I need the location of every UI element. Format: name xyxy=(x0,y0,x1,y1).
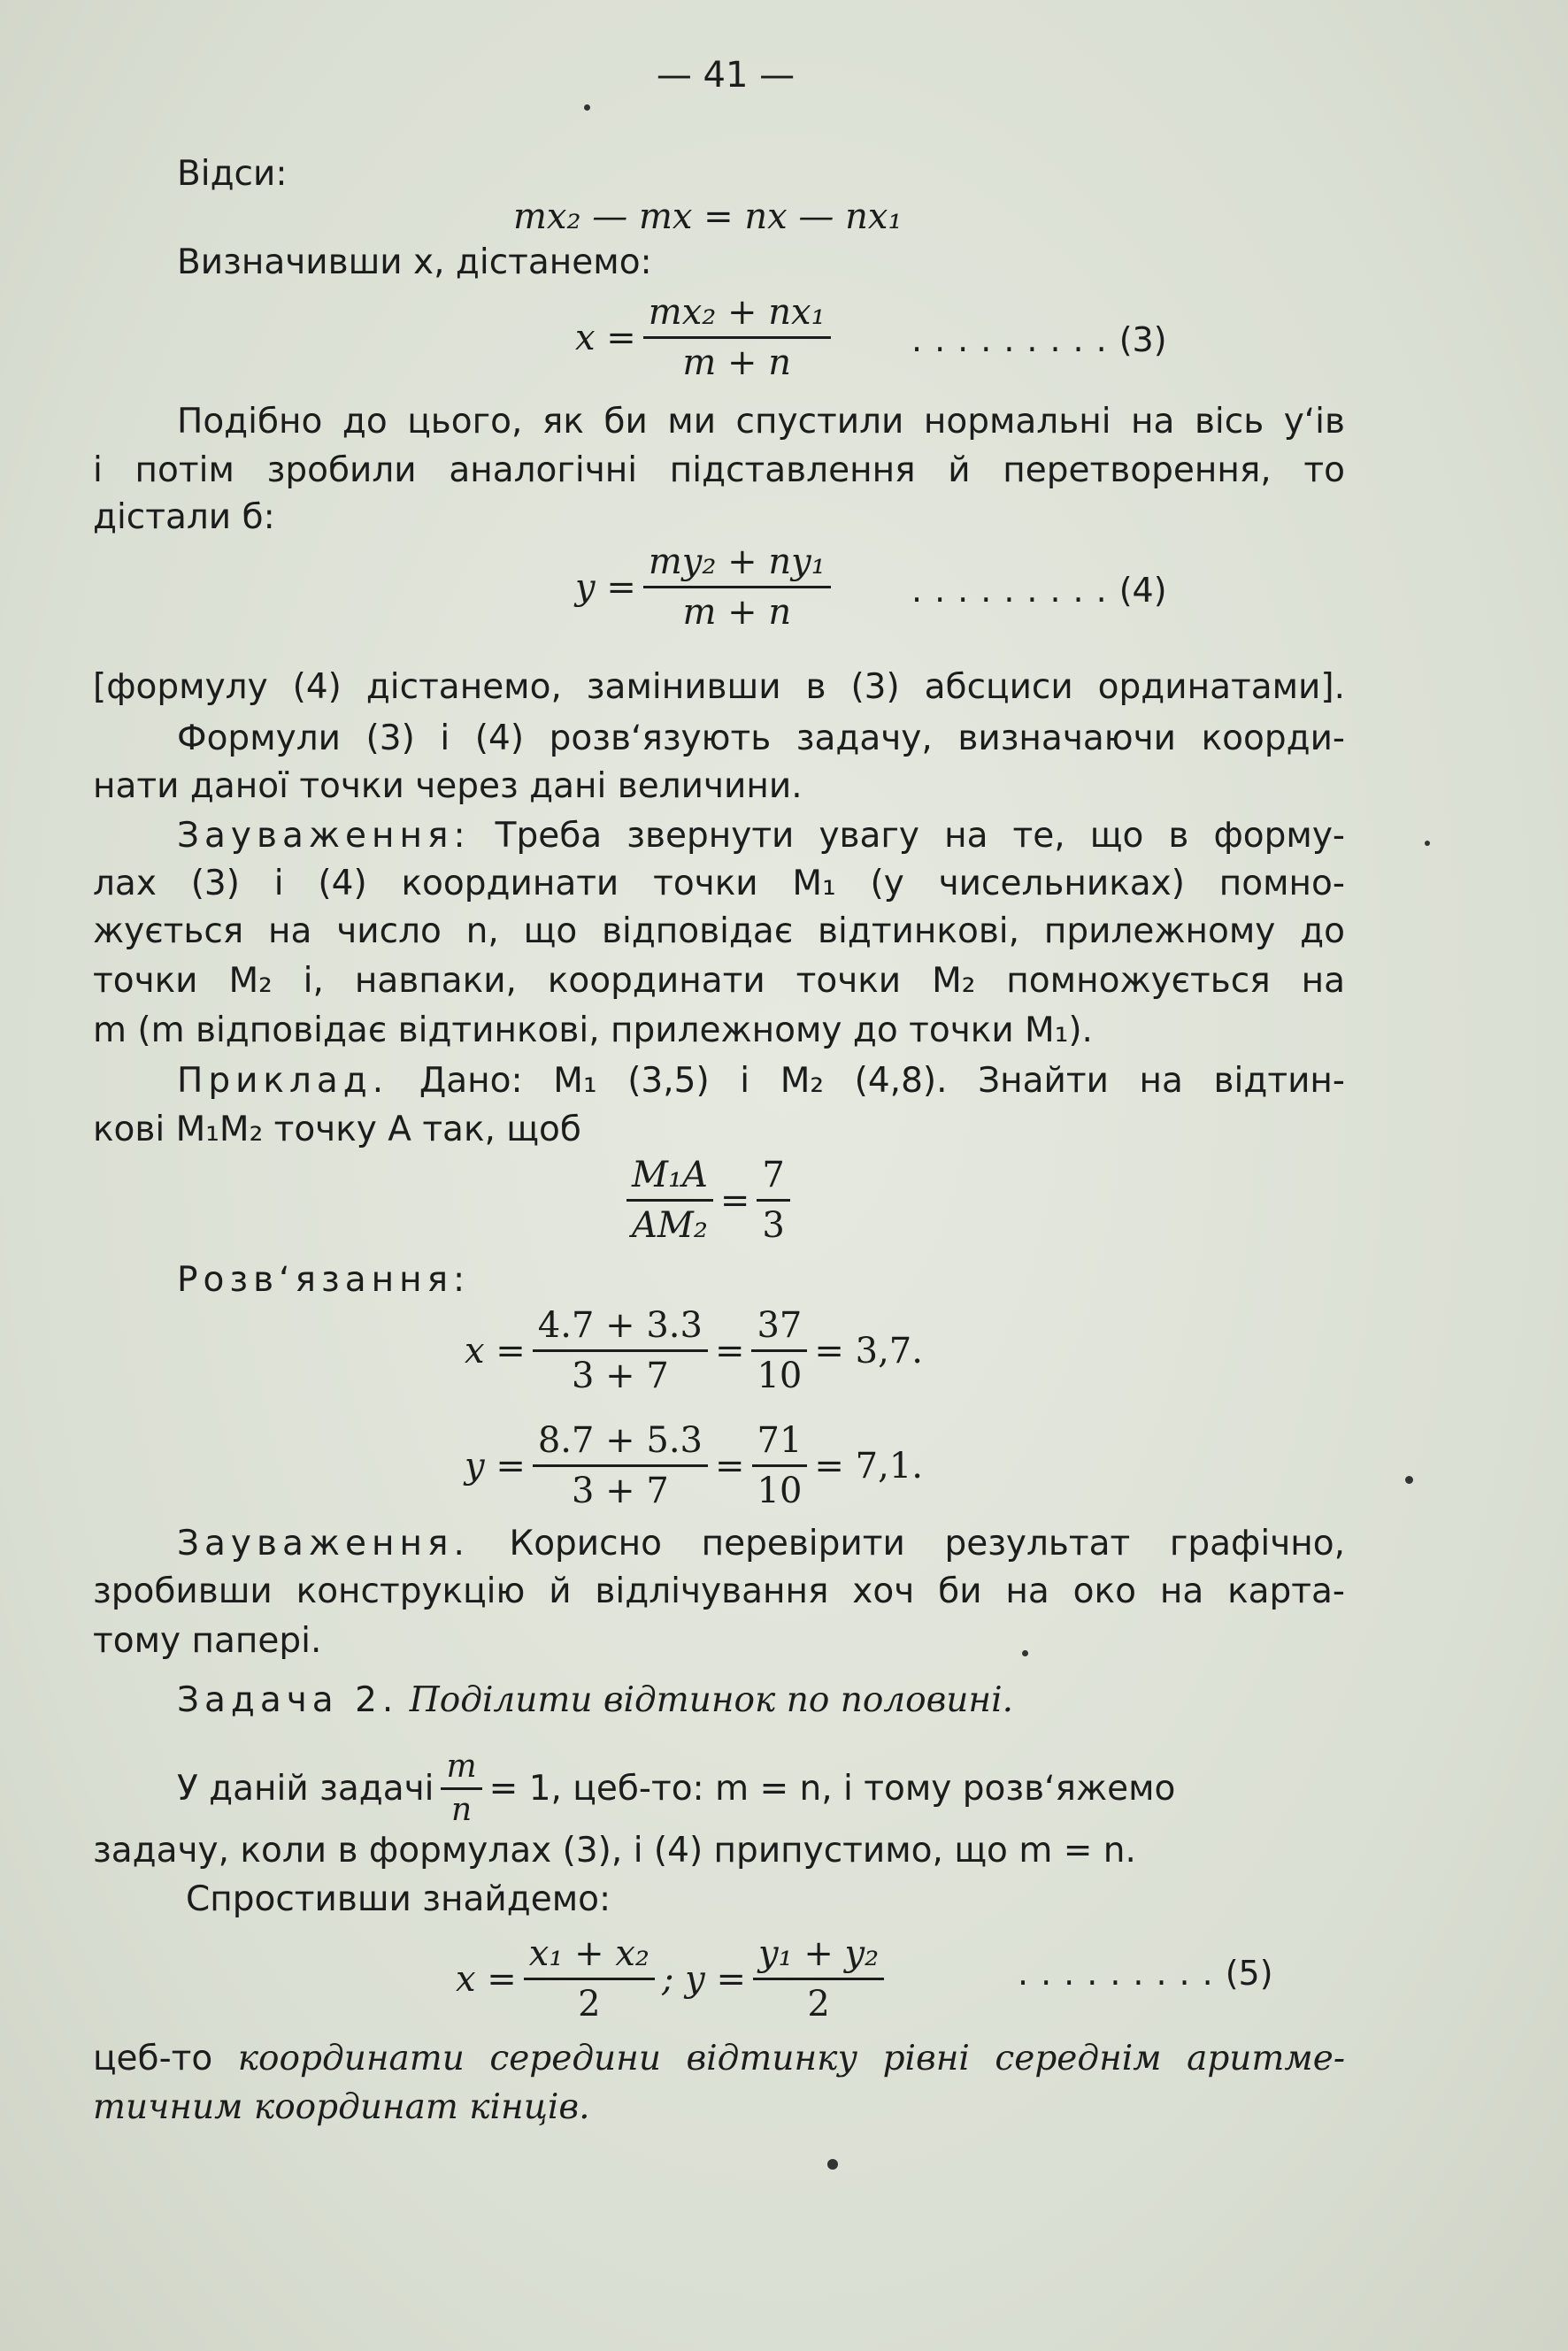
equation-tag-5: .........(5) xyxy=(1018,1954,1273,1993)
text-line: кові M₁M₂ точку A так, щоб xyxy=(93,1110,581,1149)
text-line: зробивши конструкцію й відлічування хоч би на око на карта- xyxy=(93,1571,1345,1611)
equation-5: x = $\frac{\text{x₁ + x₂}}{2}$ ; y = $\frac{\text{y₁ + y₂}}{2}$ xyxy=(456,1933,891,2024)
equation-tag-3: .........(3) xyxy=(911,320,1167,359)
numerator: M₁A xyxy=(626,1155,713,1202)
text-line: і потім зробили аналогічні підставлення й перетворення, то xyxy=(93,450,1345,490)
fraction xyxy=(643,542,831,633)
eq-lhs: x = xyxy=(575,317,636,358)
text-line: Зауваження. Корисно перевірити результат графічно, xyxy=(177,1524,1346,1563)
text-line xyxy=(177,1677,1345,1725)
ink-speck xyxy=(827,2159,838,2170)
text-line: тому папері. xyxy=(93,1621,322,1661)
denominator: AM₂ xyxy=(632,1205,708,1246)
text-line: Відси: xyxy=(177,154,288,194)
denominator: 3 xyxy=(762,1205,785,1246)
text-line: Визначивши x, дістанемо: xyxy=(177,242,652,282)
denominator: m + n xyxy=(682,342,792,383)
text-line: тичним координат кінців. xyxy=(93,2087,590,2127)
denominator: m + n xyxy=(682,592,792,633)
page-number: — 41 — xyxy=(656,55,796,96)
text-line: Подібно до цього, як би ми спустили нормальні на вісь у‘ів xyxy=(177,402,1345,442)
equation-1: mx₂ — mx = nx — nx₁ xyxy=(513,196,903,237)
fraction xyxy=(626,1155,713,1246)
text-line: цеб-то координати середини відтинку рівні середнім аритме- xyxy=(93,2039,1345,2078)
text-line: лах (3) і (4) координати точки M₁ (у чисельниках) помно- xyxy=(93,864,1345,903)
text-line: Формули (3) і (4) розв‘язують задачу, визначаючи коорди- xyxy=(177,718,1345,758)
text-line: нати даної точки через дані величини. xyxy=(93,766,803,806)
text-line: жується на число n, що відповідає відтинкові, прилежному до xyxy=(93,911,1345,951)
equation-4 xyxy=(575,542,838,633)
equation-x-result: x = $\frac{4.7 + 3.3}{3 + 7}$ = $\frac{37}{10}$ = 3,7. xyxy=(465,1305,923,1396)
text-line: m (m відповідає відтинкові, прилежному до точки M₁). xyxy=(93,1010,1093,1050)
fraction: $\frac{\text{x₁ + x₂}}{2}$ xyxy=(524,1933,655,2024)
eq-lhs: y = xyxy=(575,566,636,608)
text-line: У даній задачі $\frac{m}{n}$ = 1, цеб-то: m = n, і тому розв‘яжемо xyxy=(177,1748,1176,1828)
remark-label: Зауваження: xyxy=(177,816,471,856)
fraction: $\frac{4.7 + 3.3}{3 + 7}$ xyxy=(533,1305,708,1396)
numerator: my₂ + ny₁ xyxy=(643,542,831,588)
fraction xyxy=(757,1155,789,1246)
fraction xyxy=(643,292,831,383)
problem-title: Поділити відтинок по половині. xyxy=(409,1680,1013,1720)
text-line: точки M₂ і, навпаки, координати точки M₂ помножується на xyxy=(93,961,1345,1001)
ink-speck xyxy=(1022,1650,1028,1656)
fraction: $\frac{37}{10}$ xyxy=(751,1305,807,1396)
equation-3 xyxy=(575,292,838,383)
solution-label: Розв‘язання: xyxy=(177,1260,471,1300)
fraction: $\frac{71}{10}$ xyxy=(752,1420,808,1511)
numerator: 7 xyxy=(757,1155,789,1202)
numerator: mx₂ + nx₁ xyxy=(643,292,831,339)
equation-ratio: $\frac{\text{M₁A}}{\text{AM₂}}$ = $\frac{7}{3}$ xyxy=(619,1155,797,1246)
problem-label: Задача 2. xyxy=(177,1680,399,1720)
text-line: дістали б: xyxy=(93,497,275,537)
text-line: [формулу (4) дістанемо, замінивши в (3) абсциси ординатами]. xyxy=(93,667,1345,707)
equation-y-result: y = $\frac{8.7 + 5.3}{3 + 7}$ = $\frac{71}{10}$ = 7,1. xyxy=(465,1420,923,1511)
ink-speck xyxy=(1425,841,1430,846)
text-line: Спростивши знайдемо: xyxy=(186,1879,611,1919)
fraction: $\frac{8.7 + 5.3}{3 + 7}$ xyxy=(533,1420,708,1511)
text-line: Приклад. Дано: M₁ (3,5) і M₂ (4,8). Знайти на відтин- xyxy=(177,1061,1345,1101)
fraction-m-over-n: $\frac{m}{n}$ xyxy=(441,1750,481,1827)
remark-label: Зауваження. xyxy=(177,1524,470,1563)
text-line: задачу, коли в формулах (3), і (4) припустимо, що m = n. xyxy=(93,1831,1136,1871)
ink-speck xyxy=(584,104,590,111)
ink-speck xyxy=(1405,1476,1413,1484)
fraction: $\frac{\text{y₁ + y₂}}{2}$ xyxy=(753,1933,884,2024)
equation-tag-4: .........(4) xyxy=(911,571,1167,610)
text-line: Зауваження: Треба звернути увагу на те, що в форму- xyxy=(177,816,1345,856)
example-label: Приклад. xyxy=(177,1061,389,1101)
